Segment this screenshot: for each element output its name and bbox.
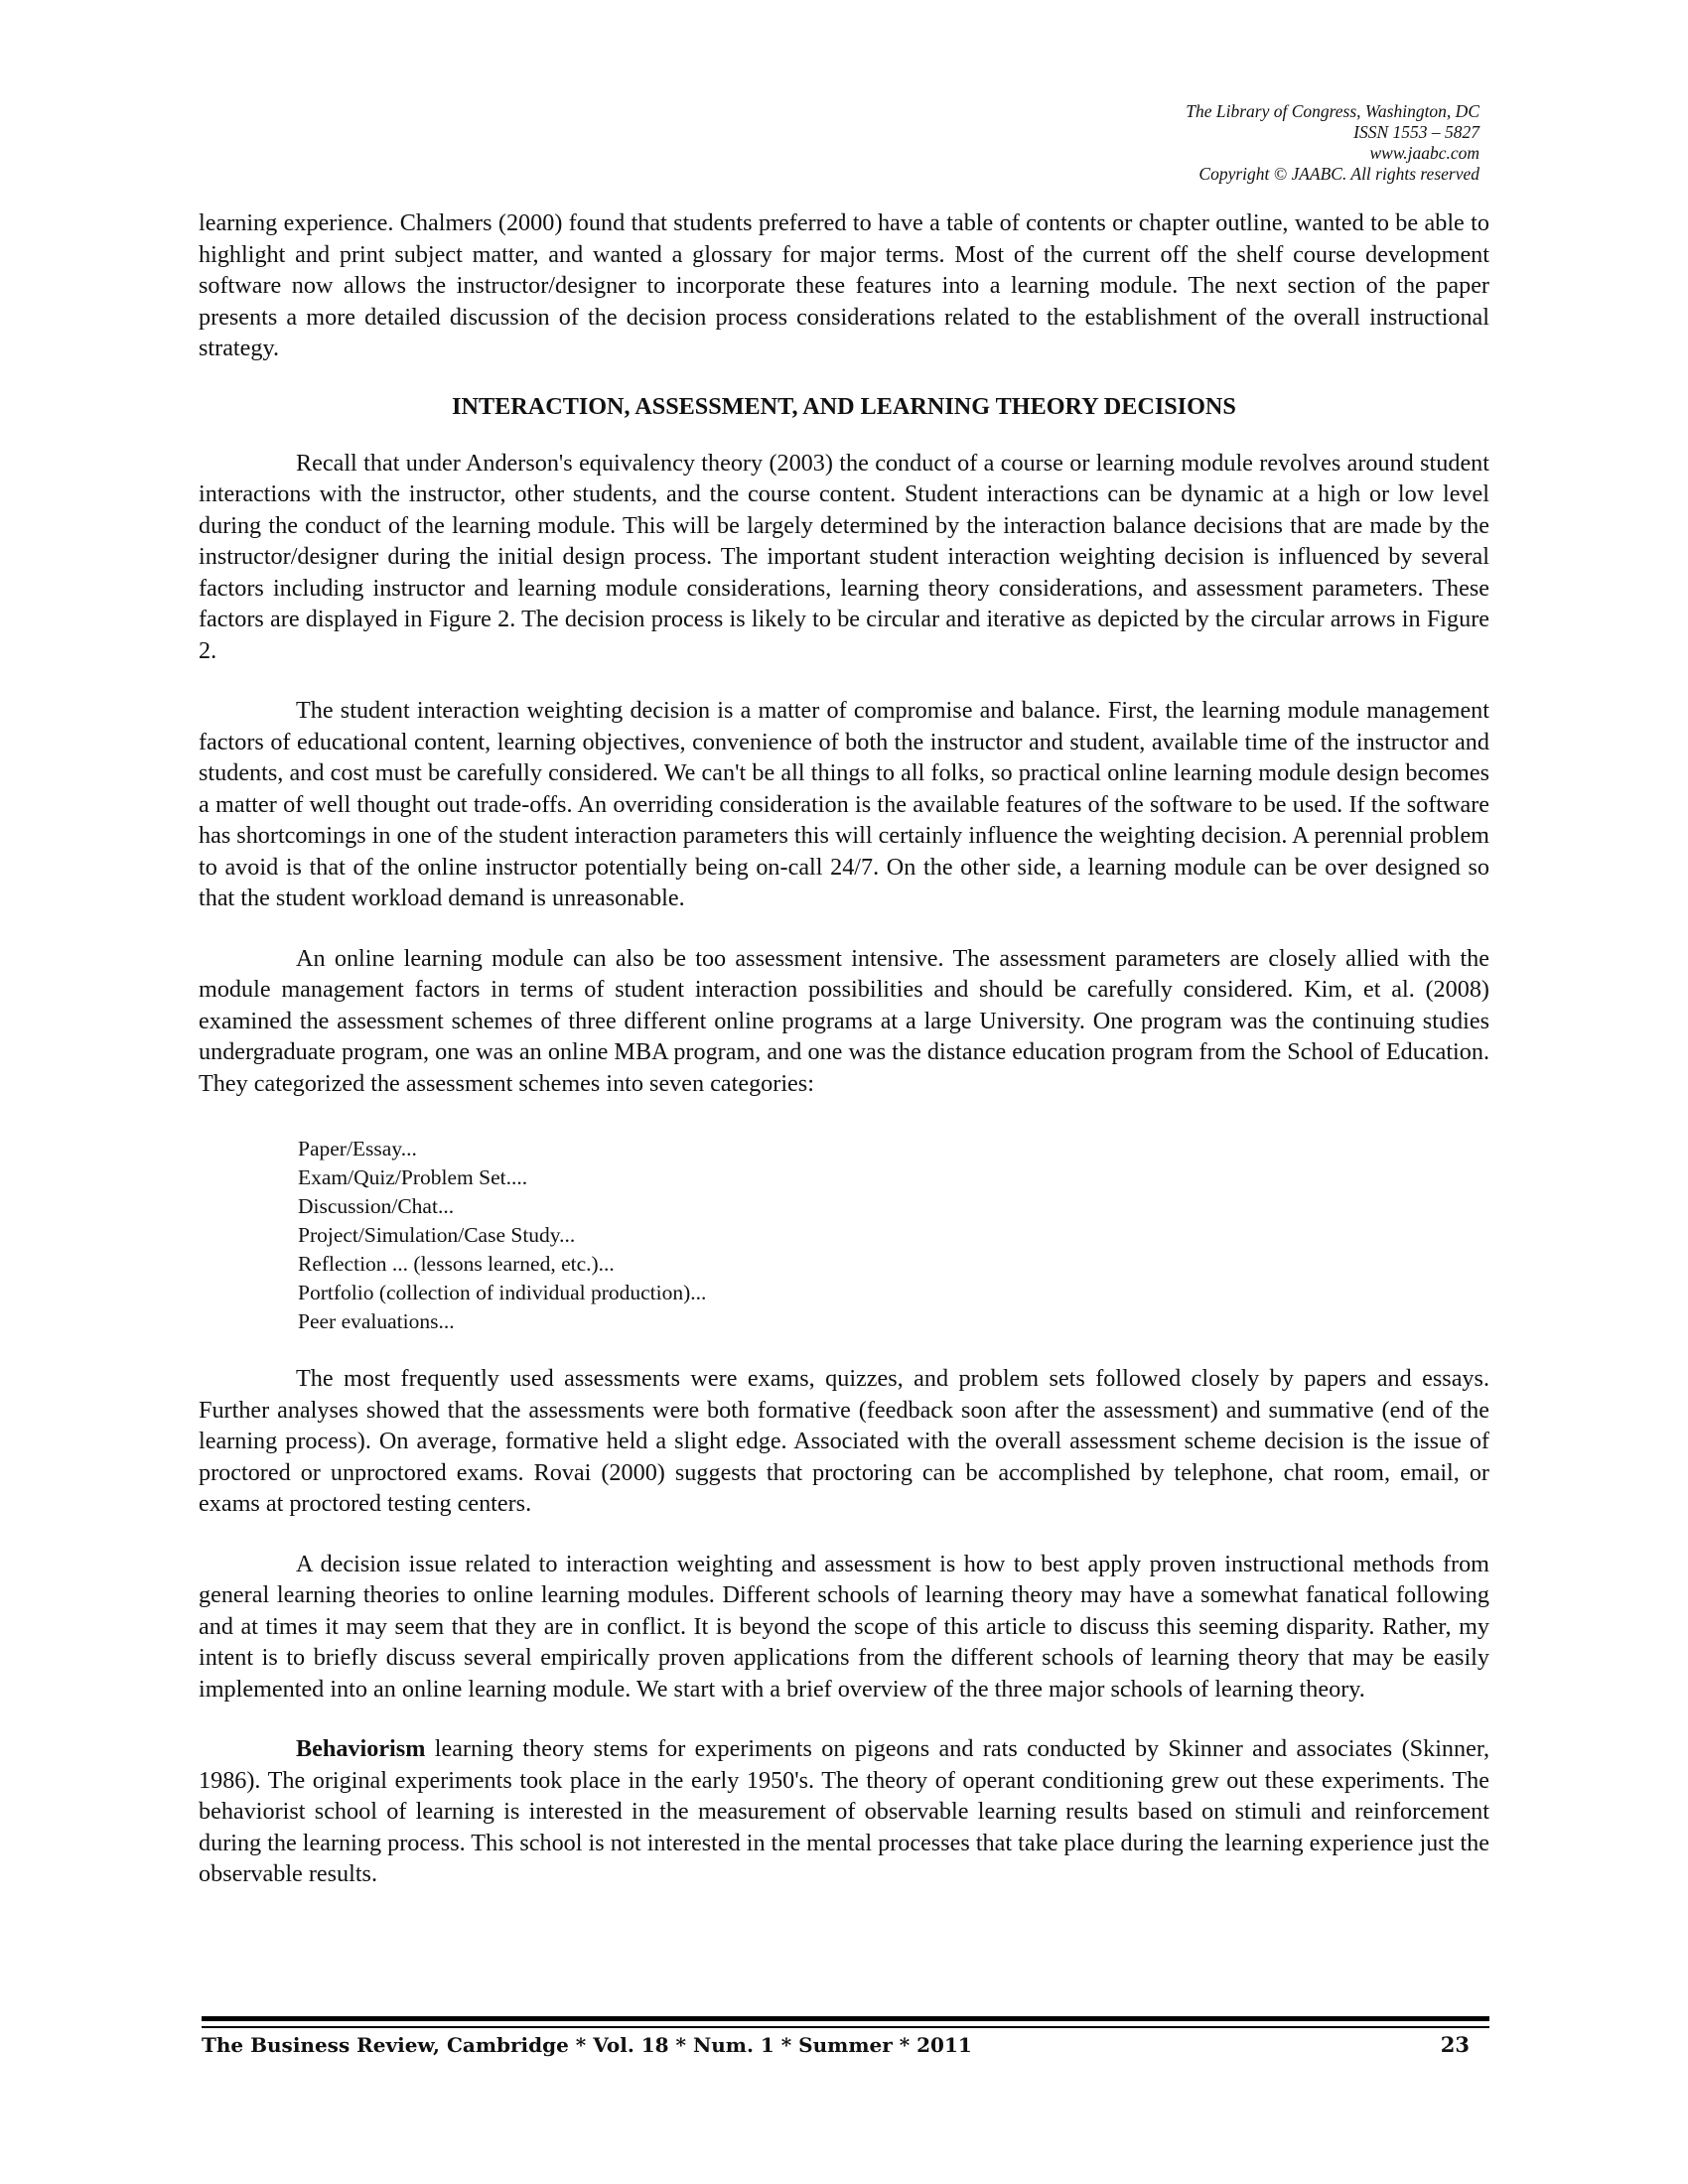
paragraph-behaviorism [199,1733,1489,1890]
footer-rule-thick [202,2016,1489,2021]
paragraph-learning-theory: A decision issue related to interaction weighting and assessment is how to best apply proven instructional methods from general learning theories to online learning modules. Different schools of learning theory may have a somewhat fanatical following and at times it may seem that they are in conflict. It is beyond the scope of this article to discuss this seeming disparity. Rather, my intent is to briefly discuss several empirically proven applications from the different schools of learning theory that may be easily implemented into an online learning module. We start with a brief overview of the three major schools of learning theory. [199,1550,1489,1703]
paragraph-weighting-decision: The student interaction weighting decision is a matter of compromise and balance. First, the learning module management factors of educational content, learning objectives, convenience of both the instructor and student, available time of the instructor and students, and cost must be carefully considered. We can't be all things to all folks, so practical online learning module design becomes a matter of well thought out trade-offs. An overriding consideration is the available features of the software to be used. If the software has shortcomings in one of the student interaction parameters this will certainly influence the weighting decision. A perennial problem to avoid is that of the online instructor potentially being on-call 24/7. On the other side, a learning module can be over designed so that the student workload demand is unreasonable. [199,697,1489,911]
list-item: Peer evaluations... [298,1309,455,1333]
paragraph-assessment-intensive: An online learning module can also be too assessment intensive. The assessment parameters are closely allied with the module management factors in terms of student interaction possibilities and should be carefully considered. Kim, et al. (2008) examined the assessment schemes of three different online programs at a large University. One program was the continuing studies undergraduate program, one was an online MBA program, and one was the distance education program from the School of Education. They categorized the assessment schemes into seven categories: [199,944,1489,1097]
header-library-line: The Library of Congress, Washington, DC [1186,101,1479,121]
page-body [199,207,1489,1890]
running-footer [202,2031,1470,2059]
list-item: Reflection ... (lessons learned, etc.)... [298,1252,615,1276]
behaviorism-term: Behaviorism [296,1735,426,1762]
list-item: Exam/Quiz/Problem Set.... [298,1165,528,1189]
footer-journal-citation: The Business Review, Cambridge * Vol. 18 * Num. 1 * Summer * 2011 [202,2033,972,2057]
header-copyright-line: Copyright © JAABC. All rights reserved [1198,164,1479,184]
page-number: 23 [1440,2032,1470,2057]
paragraph-continued: learning experience. Chalmers (2000) found that students preferred to have a table of contents or chapter outline, wanted to be able to highlight and print subject matter, and wanted a glossary for major terms. Most of the current off the shelf course development software now allows the instructor/designer to incorporate these features into a learning module. The next section of the paper presents a more detailed discussion of the decision process considerations related to the establishment of the overall instructional strategy. [199,209,1489,361]
header-website-line: www.jaabc.com [1369,143,1479,163]
footer-rule-thin [202,2026,1489,2028]
list-item: Portfolio (collection of individual production)... [298,1281,707,1304]
list-item: Project/Simulation/Case Study... [298,1223,576,1247]
header-issn-line: ISSN 1553 – 5827 [1353,122,1479,142]
paragraph-anderson-equivalency: Recall that under Anderson's equivalency theory (2003) the conduct of a course or learning module revolves around student interactions with the instructor, other students, and the course content. Student interactions can be dynamic at a high or low level during the conduct of the learning module. This will be largely determined by the interaction balance decisions that are made by the instructor/designer during the initial design process. The important student interaction weighting decision is influenced by several factors including instructor and learning module considerations, learning theory considerations, and assessment parameters. These factors are displayed in Figure 2. The decision process is likely to be circular and iterative as depicted by the circular arrows in Figure 2. [199,449,1489,664]
paragraph-assessment-findings: The most frequently used assessments were exams, quizzes, and problem sets followed closely by papers and essays. Further analyses showed that the assessments were both formative (feedback soon after the assessment) and summative (end of the learning process). On average, formative held a slight edge. Associated with the overall assessment scheme decision is the issue of proctored or unproctored exams. Rovai (2000) suggests that proctoring can be accomplished by telephone, chat room, email, or exams at proctored testing centers. [199,1365,1489,1517]
assessment-category-list [298,1135,1489,1336]
list-item: Discussion/Chat... [298,1194,455,1218]
list-item: Paper/Essay... [298,1137,417,1160]
behaviorism-text: learning theory stems for experiments on pigeons and rats conducted by Skinner and associates (Skinner, 1986). The original experiments took place in the early 1950's. The theory of operant conditioning grew out these experiments. The behaviorist school of learning is interested in the measurement of observable learning results based on stimuli and reinforcement during the learning process. This school is not interested in the mental processes that take place during the learning experience just the observable results. [199,1735,1489,1887]
running-header [1186,101,1479,185]
section-heading: INTERACTION, ASSESSMENT, AND LEARNING THEORY DECISIONS [452,392,1236,420]
